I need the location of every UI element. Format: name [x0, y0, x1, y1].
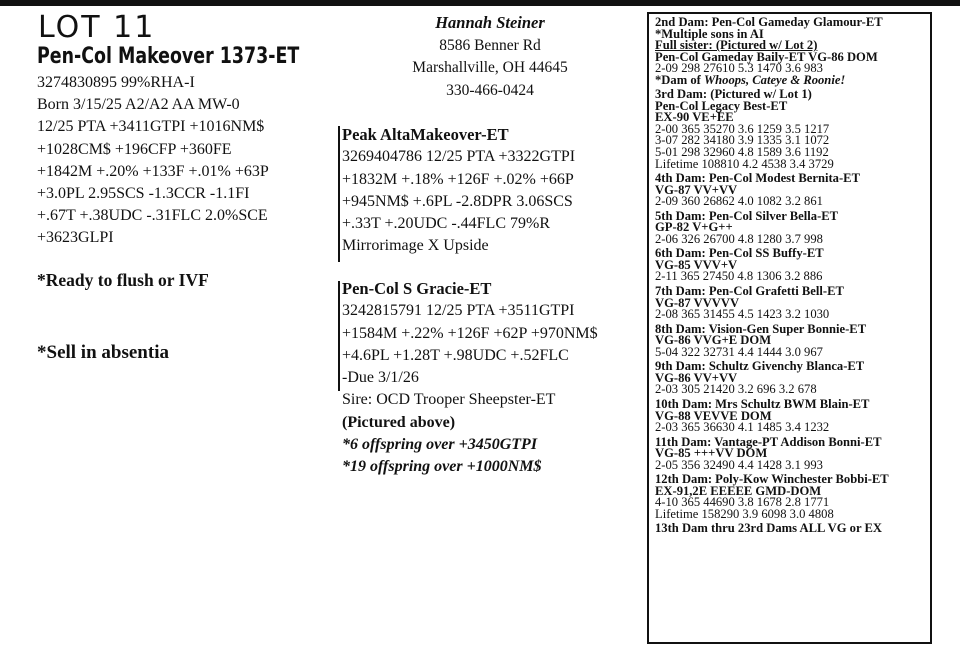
dam-line: -Due 3/1/26	[342, 369, 419, 387]
sire-line: +.33T +.20UDC -.44FLC 79%R	[342, 215, 550, 233]
record-line: 2-09 298 27610 5.3 1470 3.6 983	[655, 61, 823, 76]
dam-title: 5th Dam: Pen-Col Silver Bella-ET	[655, 208, 839, 223]
dam-name: Pen-Col Legacy Best-ET	[655, 98, 788, 113]
dam-7	[655, 286, 930, 321]
dam-divider	[338, 281, 340, 391]
dam-line: +4.6PL +1.28T +.98UDC +.52FLC	[342, 346, 569, 364]
dam-4	[655, 173, 930, 208]
full-sister-label: Full sister: (Pictured w/ Lot 2)	[655, 38, 818, 53]
record-line: 2-03 365 36630 4.1 1485 3.4 1232	[655, 420, 830, 435]
dam-score: VG-85 VVV+V	[655, 257, 738, 272]
offspring-nm: *19 offspring over +1000NM$	[342, 458, 542, 476]
dam-score: VG-87 VV+VV	[655, 182, 738, 197]
dam-score: VG-85 +++VV DOM	[655, 446, 768, 461]
absentia-note: *Sell in absentia	[37, 342, 169, 363]
dam-score: EX-90 VE+EE	[655, 110, 734, 125]
record-line: 2-03 305 21420 3.2 696 3.2 678	[655, 382, 817, 397]
record-line: 4-10 365 44690 3.8 1678 2.8 1771	[655, 495, 830, 510]
dam-8	[655, 321, 930, 359]
dam-of-note	[655, 72, 930, 87]
dam-score: EX-91,2E EEEEE GMD-DOM	[655, 483, 822, 498]
record-line: 5-01 298 32960 4.8 1589 3.6 1192	[655, 145, 829, 160]
sire-line: +1832M +.18% +126F +.02% +66P	[342, 170, 574, 188]
record-line: 2-05 356 32490 4.4 1428 3.1 993	[655, 457, 823, 472]
record-line: 2-06 326 26700 4.8 1280 3.7 998	[655, 231, 823, 246]
consignor-contact	[380, 12, 600, 102]
second-dam	[655, 17, 930, 86]
sire-divider	[338, 126, 340, 262]
animal-name: Pen-Col Makeover 1373-ET	[37, 44, 300, 69]
dam-title: 8th Dam: Vision-Gen Super Bonnie-ET	[655, 321, 867, 336]
detail-line: 3274830895 99%RHA-I	[37, 74, 195, 91]
pedigree-list	[655, 17, 930, 535]
dam-line: 3242815791 12/25 PTA +3511GTPI	[342, 302, 575, 320]
dam-9	[655, 361, 930, 396]
dam-of-names: Whoops, Cateye & Roonie!	[703, 72, 846, 87]
record-line: 2-11 365 27450 4.8 1306 3.2 886	[655, 269, 823, 284]
sons-note: *Multiple sons in AI	[655, 26, 764, 41]
full-sister-name: Pen-Col Gameday Baily-ET VG-86 DOM	[655, 49, 878, 64]
record-line: 2-09 360 26862 4.0 1082 3.2 861	[655, 194, 823, 209]
dam-pictured: (Pictured above)	[342, 413, 456, 431]
flush-note: *Ready to flush or IVF	[37, 270, 209, 290]
dam-title: 11th Dam: Vantage-PT Addison Bonni-ET	[655, 434, 882, 449]
record-line: 2-00 365 35270 3.6 1259 3.5 1217	[655, 121, 830, 136]
dam-title: 9th Dam: Schultz Givenchy Blanca-ET	[655, 359, 865, 374]
dam-score: VG-86 VV+VV	[655, 370, 738, 385]
sire-line: +945NM$ +.6PL -2.8DPR 3.06SCS	[342, 192, 573, 210]
dam-title: 2nd Dam: Pen-Col Gameday Glamour-ET	[655, 15, 883, 29]
record-line: Lifetime 158290 3.9 6098 3.0 4808	[655, 506, 834, 521]
record-line: Lifetime 108810 4.2 4538 3.4 3729	[655, 156, 834, 171]
consignor-city: Marshallville, OH 44645	[412, 59, 568, 77]
dam-title: 12th Dam: Poly-Kow Winchester Bobbi-ET	[655, 472, 889, 487]
dam-12	[655, 474, 930, 520]
third-dam	[655, 89, 930, 170]
dam-line: Sire: OCD Trooper Sheepster-ET	[342, 391, 556, 409]
dam-score: VG-88 VEVVE DOM	[655, 408, 772, 423]
detail-line: +1028CM$ +196CFP +360FE	[37, 140, 232, 158]
record-line: 5-04 322 32731 4.4 1444 3.0 967	[655, 344, 823, 359]
consignor-address: 8586 Benner Rd	[439, 36, 541, 54]
dam-score: VG-86 VVG+E DOM	[655, 333, 772, 348]
detail-line: +1842M +.20% +133F +.01% +63P	[37, 162, 269, 180]
dam-score: VG-87 VVVVV	[655, 295, 740, 310]
detail-line: 12/25 PTA +3411GTPI +1016NM$	[37, 118, 265, 136]
detail-line: +3623GLPI	[37, 229, 114, 247]
detail-line: +3.0PL 2.95SCS -1.3CCR -1.1FI	[37, 185, 250, 203]
dam-5	[655, 208, 930, 246]
dam-name: Pen-Col S Gracie-ET	[342, 279, 492, 298]
lot-number: LOT 11	[38, 10, 156, 45]
consignor-phone: 330-466-0424	[446, 81, 534, 99]
pedigree-footer: 13th Dam thru 23rd Dams ALL VG or EX	[655, 521, 882, 536]
dam-section	[342, 278, 652, 479]
dam-title: 6th Dam: Pen-Col SS Buffy-ET	[655, 246, 824, 261]
sire-section	[342, 124, 652, 258]
record-line: 3-07 282 34180 3.9 1335 3.1 1072	[655, 133, 830, 148]
dam-title: 3rd Dam: (Pictured w/ Lot 1)	[655, 87, 812, 102]
dam-title: 10th Dam: Mrs Schultz BWM Blain-ET	[655, 396, 870, 411]
pedigree-box	[647, 12, 932, 644]
detail-line: Born 3/15/25 A2/A2 AA MW-0	[37, 96, 240, 114]
detail-line: +.67T +.38UDC -.31FLC 2.0%SCE	[37, 207, 268, 225]
dam-title: 4th Dam: Pen-Col Modest Bernita-ET	[655, 171, 860, 186]
sire-name: Peak AltaMakeover-ET	[342, 125, 509, 144]
dam-6	[655, 248, 930, 283]
top-rule	[0, 0, 960, 6]
animal-details	[37, 72, 327, 250]
sire-line: 3269404786 12/25 PTA +3322GTPI	[342, 148, 576, 166]
record-line: 2-08 365 31455 4.5 1423 3.2 1030	[655, 307, 830, 322]
sire-line: Mirrorimage X Upside	[342, 237, 489, 255]
dam-11	[655, 434, 930, 472]
dam-score: GP-82 V+G++	[655, 220, 733, 235]
dam-10	[655, 396, 930, 435]
dam-of-prefix: *Dam of	[655, 72, 704, 87]
dam-title: 7th Dam: Pen-Col Grafetti Bell-ET	[655, 284, 844, 299]
consignor-name: Hannah Steiner	[435, 13, 545, 32]
dam-line: +1584M +.22% +126F +62P +970NM$	[342, 324, 598, 342]
offspring-gtpi: *6 offspring over +3450GTPI	[342, 436, 538, 454]
